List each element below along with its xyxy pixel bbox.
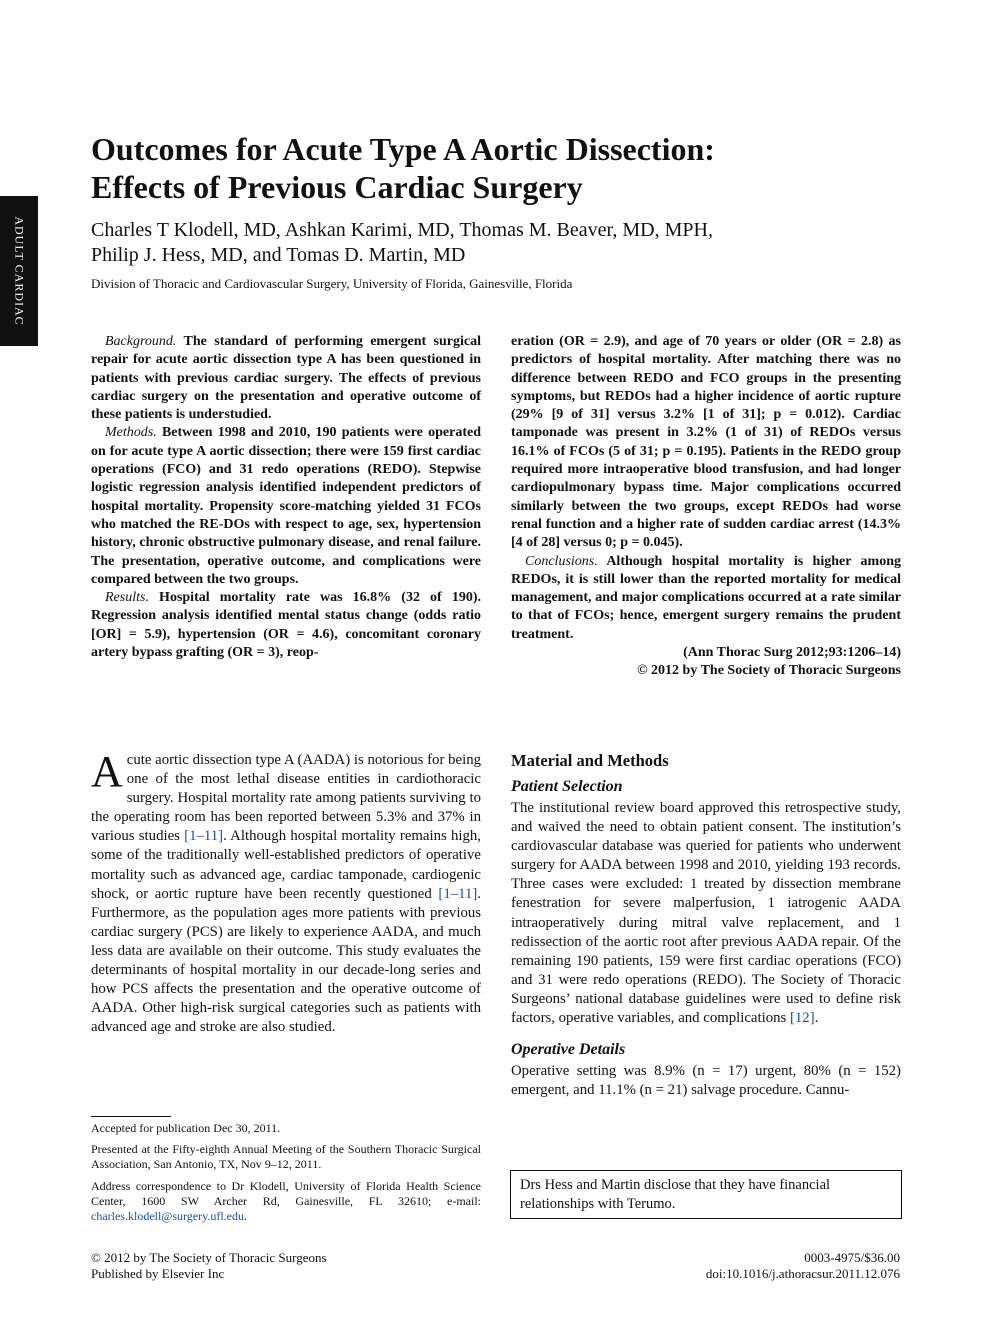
intro-column bbox=[91, 747, 481, 1037]
drop-cap: A bbox=[91, 747, 123, 796]
footer-issn: 0003-4975/$36.00 bbox=[804, 1250, 900, 1265]
footer-publisher: Published by Elsevier Inc bbox=[91, 1266, 225, 1281]
authors-line-2: Philip J. Hess, MD, and Tomas D. Martin, MD bbox=[91, 244, 466, 266]
accepted-note: Accepted for publication Dec 30, 2011. bbox=[91, 1121, 281, 1135]
footer-left bbox=[91, 1250, 327, 1282]
conclusions-label: Conclusions. bbox=[525, 553, 598, 569]
background-label: Background. bbox=[105, 334, 177, 349]
address-end: . bbox=[244, 1209, 248, 1224]
conclusions-text: Although hospital mortality is higher among REDOs, it is still lower than the reported mortality for medical management, and major complications occurred at a rate similar to that of FCOs; hence, emergent surgery remains the prudent treatment. bbox=[511, 553, 901, 642]
reference-link-1[interactable]: [1–11] bbox=[184, 828, 224, 845]
abstract-results bbox=[91, 589, 481, 662]
email-link[interactable]: charles.klodell@surgery.ufl.edu bbox=[91, 1209, 245, 1224]
intro-paragraph bbox=[91, 747, 481, 1037]
abstract-right-column bbox=[511, 333, 901, 681]
footer-copyright: © 2012 by The Society of Thoracic Surgeons bbox=[91, 1250, 327, 1265]
footnote-rule bbox=[91, 1116, 171, 1117]
abstract-background bbox=[91, 333, 481, 424]
abstract-results-continued: eration (OR = 2.9), and age of 70 years or older (OR = 2.8) as predictors of hospital mortality. After matching there was no difference between REDO and FCO groups in the presenting symptoms, but REDOs had a higher incidence of aortic rupture (29% [9 of 31] versus 3.2% [1 of 31]; p = 0.012). Cardiac tamponade was present in 3.2% (1 of 31) of REDOs versus 16.1% of FCOs (5 of 31; p = 0.195). Patients in the REDO group required more intraoperative blood transfusion, and had longer cardiopulmonary bypass time. Major complications occurred similarly between the two groups, except REDOs had worse renal function and a higher rate of sudden cardiac arrest (14.3% [4 of 28] versus 0; p = 0.045). bbox=[511, 334, 901, 551]
correspondence-note bbox=[91, 1179, 481, 1225]
address-text: Address correspondence to Dr Klodell, University of Florida Health Science Center, 1600 SW Archer Rd, Gainesville, FL 32610; e-mail: bbox=[91, 1178, 481, 1208]
results-text: Hospital mortality rate was 16.8% (32 of 190). Regression analysis identified mental status change (odds ratio [OR] = 5.9), hypertension (OR = 4.6), concomitant coronary artery bypass grafting (OR = 3), reop- bbox=[91, 590, 481, 661]
subsection-operative-details: Operative Details bbox=[511, 1041, 626, 1059]
subsection-patient-selection: Patient Selection bbox=[511, 778, 623, 795]
section-heading: Material and Methods bbox=[511, 751, 669, 770]
operative-details-paragraph: Operative setting was 8.9% (n = 17) urgent, 80% (n = 152) emergent, and 11.1% (n = 21) salvage procedure. Cannu- bbox=[511, 1063, 901, 1099]
footer-doi[interactable]: doi:10.1016/j.athoracsur.2011.12.076 bbox=[705, 1266, 900, 1281]
background-text: The standard of performing emergent surgical repair for acute aortic dissection type A has been questioned in patients with previous cardiac surgery. The effects of previous cardiac surgery on the presentation and operative outcome of these patients is understudied. bbox=[91, 334, 481, 423]
reference-link-2[interactable]: [1–11] bbox=[438, 885, 478, 902]
author-list bbox=[91, 218, 911, 268]
affiliation: Division of Thoracic and Cardiovascular Surgery, University of Florida, Gainesville, Florida bbox=[91, 276, 573, 291]
intro-text-2: . Although hospital mortality remains high, some of the traditionally well-established predictors of operative mortality such as advanced age, cardiac tamponade, cardiogenic shock, or aortic rupture have been recently questioned bbox=[91, 828, 481, 902]
abstract-copyright: © 2012 by The Society of Thoracic Surgeons bbox=[637, 663, 901, 679]
patient-selection-paragraph bbox=[511, 799, 901, 1028]
section-tab-label: ADULT CARDIAC bbox=[12, 216, 27, 326]
abstract-conclusions bbox=[511, 553, 901, 644]
reference-link-3[interactable]: [12] bbox=[789, 1010, 815, 1027]
section-tab bbox=[0, 196, 38, 346]
methods-label: Methods. bbox=[105, 425, 157, 441]
intro-text-3: . Furthermore, as the population ages more patients with previous cardiac surgery (PCS) are likely to experience AADA, and much less data are available on their outcome. This study evaluates the determinants of hospital mortality in our decade-long series and how PCS affects the presentation and the operative outcome of AADA. Other high-risk surgical categories such as patients with advanced age and stroke are also studied. bbox=[91, 885, 481, 1036]
abstract-methods bbox=[91, 424, 481, 589]
abstract-left-column bbox=[91, 333, 481, 662]
title-line-1: Outcomes for Acute Type A Aortic Dissection: bbox=[91, 131, 715, 167]
patient-selection-text: The institutional review board approved this retrospective study, and waived the need to obtain patient consent. The institution’s cardiovascular database was queried for patients who underwent surgery for AADA between 1998 and 2010, yielding 193 records. Three cases were excluded: 1 treated by dissection membrane fenestration for severe malperfusion, 1 iatrogenic AADA intraoperatively during mitral valve replacement, and 1 redissection of the aortic root after previous AADA repair. Of the remaining 190 patients, 159 were first cardiac operations (FCO) and 31 were redo operations (REDO). The Society of Thoracic Surgeons’ national database guidelines were used to define risk factors, operative variables, and complications bbox=[511, 800, 901, 1027]
methods-text: Between 1998 and 2010, 190 patients were operated on for acute type A aortic dissection; there were 159 first cardiac operations (FCO) and 31 redo operations (REDO). Stepwise logistic regression analysis identified independent predictors of hospital mortality. Propensity score-matching yielded 31 FCOs who matched the RE-DOs with respect to age, sex, hypertension history, chronic obstructive pulmonary disease, and renal failure. The presentation, operative outcome, and complications were compared between the two groups. bbox=[91, 425, 481, 587]
intro-text-1: cute aortic dissection type A (AADA) is notorious for being one of the most lethal disease entities in cardiothoracic surgery. Hospital mortality rate among patients surviving to the operating room has been reported between 5.3% and 37% in various studies bbox=[91, 752, 481, 845]
title-line-2: Effects of Previous Cardiac Surgery bbox=[91, 169, 583, 205]
journal-citation: (Ann Thorac Surg 2012;93:1206–14) bbox=[683, 645, 901, 661]
methods-column bbox=[511, 751, 901, 1100]
presented-note: Presented at the Fifty-eighth Annual Meeting of the Southern Thoracic Surgical Association, San Antonio, TX, Nov 9–12, 2011. bbox=[91, 1142, 481, 1172]
patient-selection-end: . bbox=[814, 1010, 819, 1027]
footnotes bbox=[91, 1116, 481, 1230]
authors-line-1: Charles T Klodell, MD, Ashkan Karimi, MD, Thomas M. Beaver, MD, MPH, bbox=[91, 219, 713, 241]
results-label: Results. bbox=[105, 590, 149, 606]
article-title bbox=[91, 130, 911, 206]
footer-right bbox=[706, 1250, 900, 1282]
disclosure-box: Drs Hess and Martin disclose that they have financial relationships with Terumo. bbox=[510, 1170, 902, 1219]
